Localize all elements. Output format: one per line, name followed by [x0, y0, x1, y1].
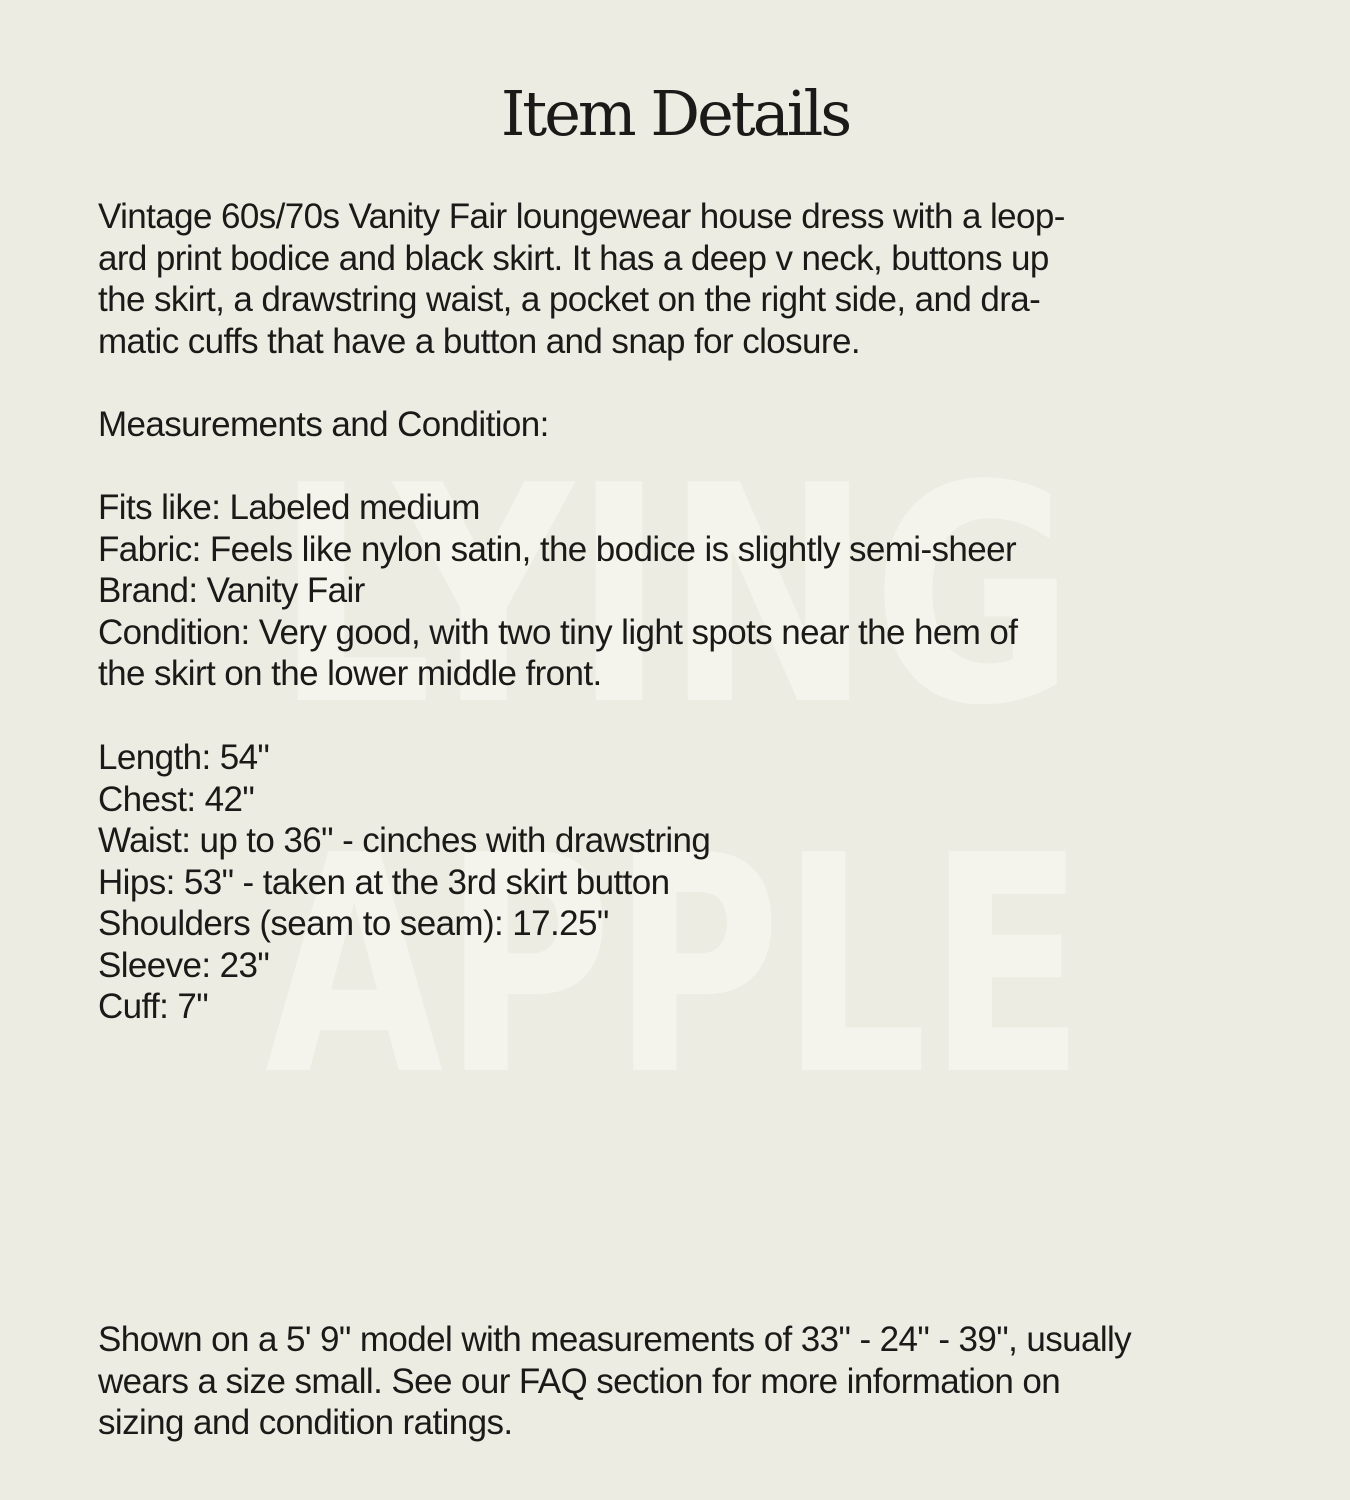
watermark-line-1: LYING — [275, 422, 1075, 771]
watermark-line-2: APPLE — [265, 792, 1085, 1120]
model-note-line: sizing and condition ratings. — [98, 1403, 513, 1442]
measurements-heading-text: Measurements and Condition: — [98, 405, 549, 444]
measurement-cuff: Cuff: 7" — [98, 987, 209, 1026]
measurement-shoulders: Shoulders (seam to seam): 17.25" — [98, 904, 609, 943]
description-paragraph — [98, 196, 1258, 362]
description-line: matic cuffs that have a button and snap for closure. — [98, 321, 860, 361]
measurements-list — [98, 737, 1258, 1028]
measurement-waist: Waist: up to 36" - cinches with drawstring — [98, 821, 711, 860]
detail-condition-continued: the skirt on the lower middle front. — [98, 654, 602, 693]
detail-fits-like: Fits like: Labeled medium — [98, 488, 480, 527]
model-note-line: Shown on a 5' 9" model with measurements of 33" - 24" - 39", usually — [98, 1320, 1132, 1359]
model-note-line: wears a size small. See our FAQ section for more information on — [98, 1361, 1061, 1401]
description-line: the skirt, a drawstring waist, a pocket on the right side, and dra- — [98, 280, 1041, 319]
page-title: Item Details — [500, 77, 850, 150]
measurement-chest: Chest: 42" — [98, 779, 255, 819]
detail-condition: Condition: Very good, with two tiny light spots near the hem of — [98, 612, 1018, 652]
model-note — [98, 1319, 1258, 1444]
detail-brand: Brand: Vanity Fair — [98, 571, 365, 610]
measurement-length: Length: 54" — [98, 738, 270, 777]
description-line: ard print bodice and black skirt. It has a deep v neck, buttons up — [98, 238, 1049, 278]
description-line: Vintage 60s/70s Vanity Fair loungewear house dress with a leop- — [98, 197, 1065, 236]
measurement-sleeve: Sleeve: 23" — [98, 945, 270, 985]
measurement-hips: Hips: 53" - taken at the 3rd skirt button — [98, 862, 670, 902]
measurements-heading — [98, 404, 1258, 446]
details-list — [98, 487, 1258, 695]
detail-fabric: Fabric: Feels like nylon satin, the bodice is slightly semi-sheer — [98, 529, 1017, 569]
